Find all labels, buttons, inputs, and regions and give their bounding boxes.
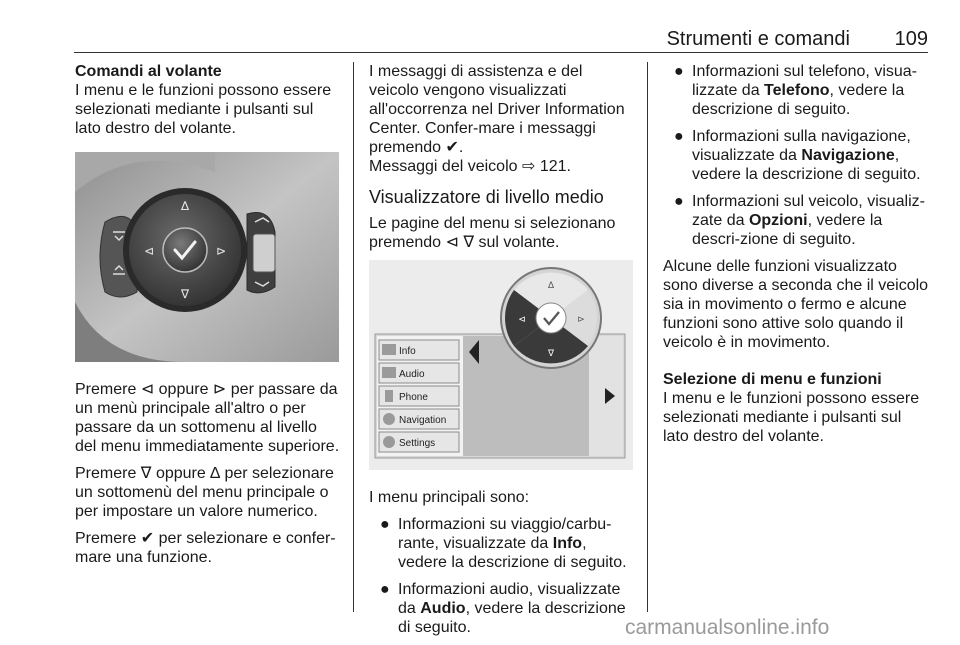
menu-label-navigation: Navigation [399, 415, 447, 426]
column-1 [75, 62, 341, 575]
paragraph-service-messages: I messaggi di assistenza e del veicolo vengono visualizzati all'occorrenza nel Driver Information Center. Confer-mare i messaggi premendo ✔. [369, 63, 625, 156]
paragraph-menu-selection: I menu e le funzioni possono essere selezionati mediante i pulsanti sul lato destro del volante. [663, 390, 920, 445]
bullet-icon: ● [674, 63, 684, 80]
audio-icon [382, 367, 396, 378]
section-heading-midlevel-display: Visualizzatore di livello medio [369, 187, 604, 207]
column-3 [663, 62, 929, 454]
menu-label-phone: Phone [399, 392, 428, 403]
watermark: carmanualsonline.info [625, 616, 830, 639]
bullet-icon: ● [674, 193, 684, 210]
menu-label-settings: Settings [399, 438, 436, 449]
pad-right-arrow-icon: ⊳ [215, 244, 227, 258]
steering-wheel-controls-image [75, 152, 339, 362]
menu-label-audio: Audio [399, 369, 425, 380]
intro-paragraph: I menu e le funzioni possono essere selezionati mediante i pulsanti sul lato destro del volante. [75, 82, 332, 137]
bullet-icon: ● [380, 581, 390, 598]
pad-up-arrow-icon: ∆ [180, 199, 190, 213]
list-item: ● Informazioni sul telefono, visua-lizzate da Telefono, vedere la descrizione di seguito. [674, 63, 917, 118]
main-menus-list-part1 [369, 515, 635, 637]
ok-button [536, 303, 566, 333]
paragraph-confirm: Premere ✔ per selezionare e confer-mare una funzione. [75, 530, 336, 566]
pad-left-arrow-icon: ⊲ [518, 315, 526, 325]
page-header-title: Strumenti e comandi [666, 28, 850, 50]
pad-down-arrow-icon: ∇ [180, 287, 190, 301]
bullet-icon: ● [380, 516, 390, 533]
info-icon [382, 344, 396, 355]
paragraph-vehicle-messages-ref: Messaggi del veicolo ⇨ 121. [369, 158, 571, 175]
paragraph-left-right: Premere ⊲ oppure ⊳ per passare da un menù principale all'altro o per passare da un sottomenu al livello del menu immediatamente superiore. [75, 381, 340, 455]
pad-up-arrow-icon: ∆ [547, 281, 555, 291]
section-heading-menu-selection: Selezione di menu e funzioni [663, 371, 882, 388]
section-heading-steering-controls: Comandi al volante [75, 63, 222, 80]
main-menus-list-part2 [663, 62, 929, 249]
midlevel-display-image [369, 260, 633, 470]
ok-button [163, 228, 207, 272]
list-item: ● Informazioni sul veicolo, visualiz-zate da Opzioni, vedere la descri-zione di seguito. [674, 193, 925, 248]
header-rule [74, 52, 928, 53]
list-item: ● Informazioni su viaggio/carbu-rante, visualizzate da Info, vedere la descrizione di seguito. [380, 516, 627, 571]
pad-left-arrow-icon: ⊲ [143, 244, 155, 258]
column-2 [369, 62, 635, 645]
settings-icon [383, 436, 395, 448]
paragraph-menu-pages: Le pagine del menu si selezionano premendo ⊲ ∇ sul volante. [369, 215, 616, 251]
list-item: ● Informazioni audio, visualizzate da Audio, vedere la descrizione di seguito. [380, 581, 626, 636]
column-divider-1 [353, 62, 354, 612]
list-item: ● Informazioni sulla navigazione, visualizzate da Navigazione, vedere la descrizione di seguito. [674, 128, 921, 183]
navigation-icon [383, 413, 395, 425]
pad-right-arrow-icon: ⊳ [577, 315, 585, 325]
paragraph-function-availability: Alcune delle funzioni visualizzato sono diverse a seconda che il veicolo sia in movimento o fermo e alcune funzioni sono attive solo quando il veicolo è in movimento. [663, 258, 929, 351]
menu-label-info: Info [399, 346, 416, 357]
paragraph-up-down: Premere ∇ oppure ∆ per selezionare un sottomenù del menu principale o per impostare un valore numerico. [75, 465, 334, 520]
main-menus-intro: I menu principali sono: [369, 489, 530, 506]
column-divider-2 [647, 62, 648, 612]
right-rocker-button [253, 234, 275, 272]
bullet-icon: ● [674, 128, 684, 145]
page-number: 109 [894, 28, 928, 50]
phone-icon [385, 390, 393, 402]
pad-down-arrow-icon: ∇ [547, 349, 555, 359]
